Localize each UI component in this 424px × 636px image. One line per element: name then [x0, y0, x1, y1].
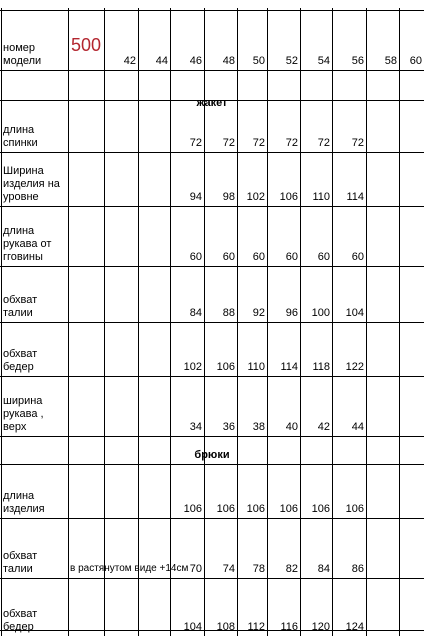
value-cell: 36 — [222, 421, 235, 433]
value-cell: 72 — [317, 137, 330, 149]
value-cell: 106 — [216, 361, 235, 373]
value-cell: 60 — [252, 251, 265, 263]
model-number: 500 — [70, 34, 102, 55]
value-cell: 72 — [222, 137, 235, 149]
value-cell: 86 — [351, 563, 364, 575]
value-cell: 60 — [222, 251, 235, 263]
value-cell: 72 — [351, 137, 364, 149]
value-cell: 60 — [351, 251, 364, 263]
value-cell: 96 — [285, 307, 298, 319]
value-cell: 60 — [285, 251, 298, 263]
row-label: длина спинки — [3, 124, 38, 149]
value-cell: 74 — [222, 563, 235, 575]
value-cell: 102 — [246, 191, 265, 203]
value-cell: 106 — [279, 191, 298, 203]
value-cell: 60 — [317, 251, 330, 263]
size-header-50: 50 — [252, 55, 265, 67]
value-cell: 38 — [252, 421, 265, 433]
size-header-52: 52 — [285, 55, 298, 67]
value-cell: 116 — [280, 621, 298, 633]
row-label: обхват бедер — [3, 608, 38, 633]
row-label: обхват талии — [3, 550, 38, 575]
value-cell: 120 — [311, 621, 330, 633]
section-title: брюки — [194, 449, 230, 461]
value-cell: 82 — [285, 563, 298, 575]
value-cell: 84 — [189, 307, 202, 319]
row-label: Ширина изделия на уровне — [3, 165, 60, 203]
value-cell: 42 — [317, 421, 330, 433]
value-cell: 92 — [252, 307, 265, 319]
size-header-58: 58 — [384, 55, 397, 67]
value-cell: 98 — [222, 191, 235, 203]
value-cell: 40 — [285, 421, 298, 433]
value-cell: 122 — [345, 361, 364, 373]
value-cell: 94 — [189, 191, 202, 203]
size-header-54: 54 — [317, 55, 330, 67]
value-cell: 106 — [246, 503, 265, 515]
size-header-46: 46 — [189, 55, 202, 67]
size-header-42: 42 — [123, 55, 136, 67]
value-cell: 110 — [312, 191, 330, 203]
value-cell: 110 — [247, 361, 265, 373]
size-header-44: 44 — [155, 55, 168, 67]
value-cell: 70 — [189, 563, 202, 575]
value-cell: 60 — [189, 251, 202, 263]
value-cell: 84 — [317, 563, 330, 575]
value-cell: 104 — [183, 621, 202, 633]
value-cell: 114 — [346, 191, 364, 203]
row-note: в растянутом виде +14см — [70, 563, 189, 574]
value-cell: 72 — [285, 137, 298, 149]
value-cell: 106 — [183, 503, 202, 515]
size-header-56: 56 — [351, 55, 364, 67]
value-cell: 44 — [351, 421, 364, 433]
value-cell: 106 — [311, 503, 330, 515]
value-cell: 34 — [189, 421, 202, 433]
value-cell: 106 — [279, 503, 298, 515]
value-cell: 72 — [189, 137, 202, 149]
value-cell: 78 — [252, 563, 265, 575]
grid-line-horizontal — [0, 70, 424, 71]
size-header-48: 48 — [222, 55, 235, 67]
value-cell: 102 — [183, 361, 202, 373]
row-label: длина рукава от гговины — [3, 225, 52, 263]
row-label: длина изделия — [3, 490, 45, 515]
row-label: обхват талии — [3, 294, 38, 319]
section-title: жакет — [196, 97, 228, 109]
row-label: ширина рукава , верх — [3, 395, 44, 433]
value-cell: 112 — [247, 621, 265, 633]
value-cell: 124 — [345, 621, 364, 633]
value-cell: 100 — [311, 307, 330, 319]
value-cell: 114 — [280, 361, 298, 373]
value-cell: 106 — [345, 503, 364, 515]
value-cell: 72 — [252, 137, 265, 149]
value-cell: 118 — [312, 361, 330, 373]
value-cell: 108 — [216, 621, 235, 633]
value-cell: 104 — [345, 307, 364, 319]
row-label: обхват бедер — [3, 348, 38, 373]
value-cell: 106 — [216, 503, 235, 515]
value-cell: 88 — [222, 307, 235, 319]
size-header-60: 60 — [409, 55, 422, 67]
header-label: номер модели — [3, 42, 42, 67]
